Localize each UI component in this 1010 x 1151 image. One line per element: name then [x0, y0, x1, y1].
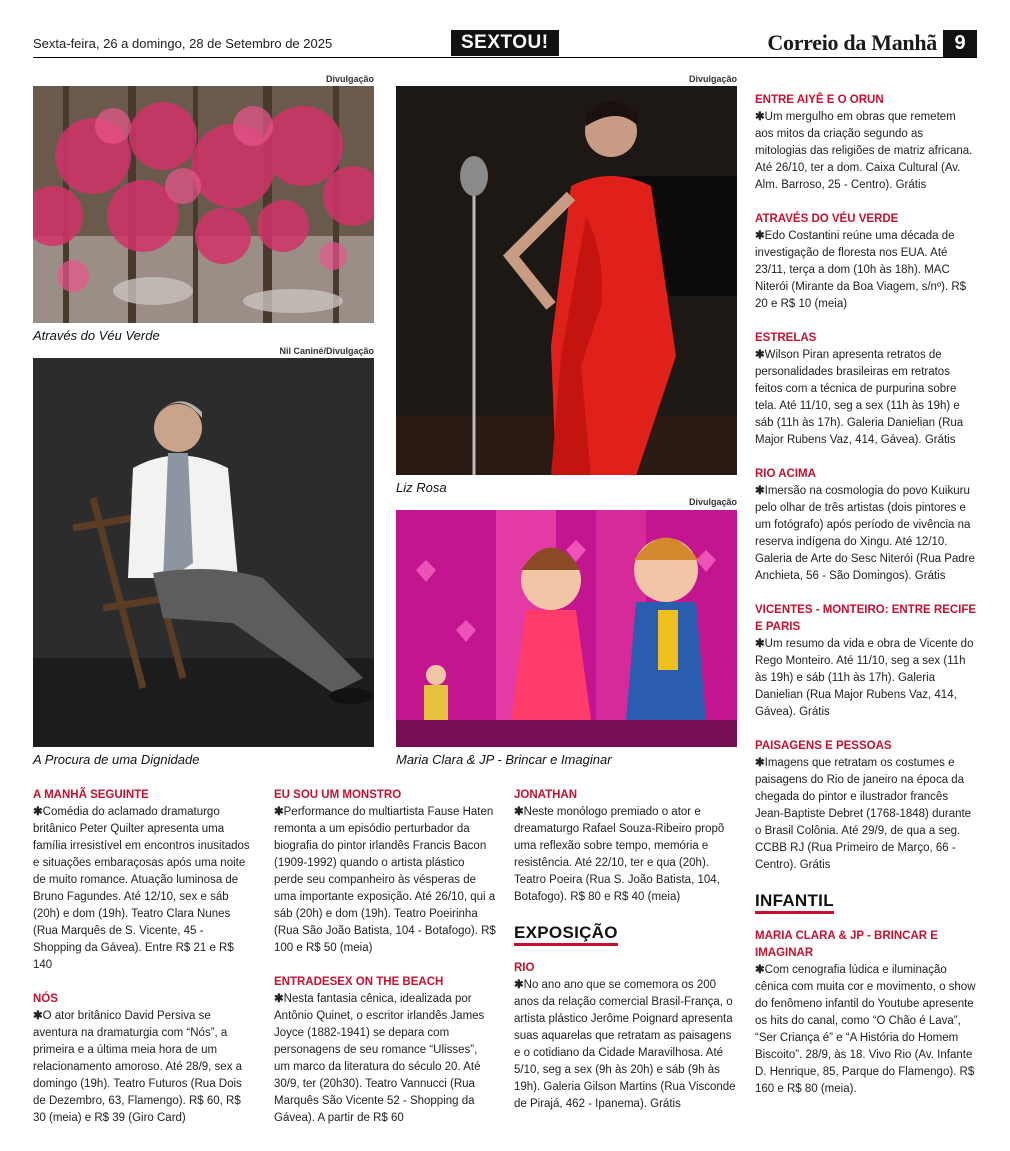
listing-title: ENTRADESEX ON THE BEACH [274, 976, 444, 988]
issue-date: Sexta-feira, 26 a domingo, 28 de Setembro de 2025 [33, 36, 333, 51]
listings-column-1 [33, 787, 255, 1144]
kids-show-photo [396, 510, 737, 747]
photo-caption: Através do Véu Verde [33, 328, 160, 343]
listing-title: ESTRELAS [755, 332, 817, 344]
listing-title: A MANHÃ SEGUINTE [33, 789, 149, 801]
photo-credit: Divulgação [688, 497, 737, 507]
page-header [33, 30, 977, 58]
listing-text: Wilson Piran apresenta retratos de personalidades brasileiras em retratos feitos com a técnica de purpurina sobre tela. Até 11/10, seg a sex (11h às 19h) e sáb (11h às 17h). Galeria Danielian (Rua Major Rubens Vaz, 414, Gávea). Grátis [755, 349, 964, 446]
page-number: 9 [943, 30, 977, 57]
listing-item: PAISAGENS E PESSOAS ✱Imagens que retratam os costumes e paisagens do Rio de janeiro na época da chegada do pintor e ilustrador francês Jean-Baptiste Debret (1768-1848) durante o Brasil Colônia. Até 29/9, de qua a seg. CCBB RJ (Rua Primeiro de Março, 66 - Centro). Grátis [755, 738, 977, 874]
photo-caption: A Procura de uma Dignidade [33, 752, 200, 767]
listings-column-3 [514, 787, 736, 1130]
listing-text: Comédia do aclamado dramaturgo britânico Peter Quilter apresenta uma família irresistível em encontros inusitados e situações embaraçosas após uma noite de muito romance. Atuação luminosa de Bruno Fagundes. Até 12/10, sex e sáb (20h) e dom (19h). Teatro Clara Nunes (Rua Marquês de S. Vicente, 45 - Shopping da Gávea). Entre R$ 21 e R$ 140 [33, 806, 250, 971]
listing-title: RIO ACIMA [755, 468, 816, 480]
listing-item: VICENTES - MONTEIRO: ENTRE RECIFE E PARIS ✱Um resumo da vida e obra de Vicente do Rego Monteiro. Até 11/10, seg a sex (11h às 19h) e sáb (11h às 17h). Galeria Danielian (Rua Major Rubens Vaz, 414, Gávea). Grátis [755, 604, 977, 718]
listing-title: ENTRE AIYÊ E O ORUN [755, 94, 884, 106]
newspaper-name: Correio da Manhã [767, 30, 937, 55]
listing-item: MARIA CLARA & JP - BRINCAR E IMAGINAR ✱Com cenografia lúdica e iluminação cênica com muita cor e movimento, o show do fenômeno infantil do Youtube apresente os hits do canal, como “O Chão é Lava”, “Ser Criança é” e “A História do Homem Biscoito”. 28/9, às 18. Vivo Rio (Av. Infante D. Henrique, 85, Parque do Flamengo). R$ 160 e R$ 80 (meia). [755, 930, 976, 1095]
listing-item: ENTRADESEX ON THE BEACH ✱Nesta fantasia cênica, idealizada por Antônio Quinet, o escritor irlandês James Joyce (1882-1941) se depara com personagens de seu romance “Ulisses”, um marco da literatura do século 20. Até 30/9, ter (20h30). Teatro Vannucci (Rua Marquês São Vicente 52 - Shopping da Gávea). A partir de R$ 60 [274, 974, 496, 1127]
listing-text: Edo Costantini reúne uma década de investigação de floresta nos EUA. Até 23/11, terça a dom (10h às 18h). MAC Niterói (Mirante da Boa Viagem, s/nº). R$ 20 e R$ 10 (meia) [755, 230, 967, 310]
photo-credit: Divulgação [688, 74, 737, 84]
listing-title: ATRAVÉS DO VÉU VERDE [755, 213, 899, 225]
photo-caption: Maria Clara & JP - Brincar e Imaginar [396, 752, 612, 767]
listing-title: PAISAGENS E PESSOAS [755, 740, 892, 752]
listings-column-4 [755, 92, 977, 1115]
photo-credit: Divulgação [325, 74, 374, 84]
listing-text: O ator britânico David Persiva se aventura na dramaturgia com “Nós”, a primeira e a última meia hora de um relacionamento amoroso. Até 28/9, sex a domingo (19h). Teatro Futuros (Rua Dois de Dezembro, 63, Flamengo). R$ 60, R$ 30 (meia) e R$ 39 (Giro Card) [33, 1010, 243, 1124]
singer-photo [396, 86, 737, 475]
listing-text: Nesta fantasia cênica, idealizada por Antônio Quinet, o escritor irlandês James Joyce (1882-1941) se depara com personagens de seu romance “Ulisses”, um marco da literatura do século 20. Até 30/9, ter (20h30). Teatro Vannucci (Rua Marquês São Vicente 52 - Shopping da Gávea). A partir de R$ 60 [274, 993, 485, 1124]
section-heading-infantil: INFANTIL [755, 891, 834, 914]
listing-title: RIO [514, 962, 535, 974]
section-kicker: SEXTOU! [451, 30, 559, 56]
section-heading-exposicao: EXPOSIÇÃO [514, 923, 618, 946]
listing-text: Um resumo da vida e obra de Vicente do Rego Monteiro. Até 11/10, seg a sex (11h às 19h) e sáb (11h às 17h). Galeria Danielian (Rua Major Rubens Vaz, 414, Gávea). Grátis [755, 638, 974, 718]
forest-photo [33, 86, 374, 323]
listing-title: EU SOU UM MONSTRO [274, 789, 402, 801]
listing-title: JONATHAN [514, 789, 578, 801]
listing-text: Neste monólogo premiado o ator e dreamaturgo Rafael Souza-Ribeiro propõ uma reflexão sobre tempo, memória e resistência. Até 22/10, ter e qua (20h). Teatro Poeira (Rua S. João Batista, 104, Botafogo). R$ 80 e R$ 40 (meia) [514, 806, 725, 903]
listing-title: MARIA CLARA & JP - BRINCAR E IMAGINAR [755, 930, 938, 959]
photo-caption: Liz Rosa [396, 480, 447, 495]
listing-title: NÓS [33, 993, 58, 1005]
listing-item: NÓS ✱O ator britânico David Persiva se aventura na dramaturgia com “Nós”, a primeira e a última meia hora de um relacionamento amoroso. Até 28/9, sex a domingo (19h). Teatro Futuros (Rua Dois de Dezembro, 63, Flamengo). R$ 60, R$ 30 (meia) e R$ 39 (Giro Card) [33, 991, 255, 1127]
listings-column-2 [274, 787, 496, 1144]
actress-photo [33, 358, 374, 747]
listing-item: EU SOU UM MONSTRO ✱Performance do multiartista Fause Haten remonta a um episódio perturbador da biografia do pintor irlandês Francis Bacon (1909-1992) quando o artista plástico perde seu companheiro às vésperas de uma importante exposição. Até 26/10, qui a sáb (20h) e dom (19h). Teatro Poeirinha (Rua São João Batista, 104 - Botafogo). R$ 100 e R$ 50 (meia) [274, 789, 496, 954]
listing-item: ATRAVÉS DO VÉU VERDE ✱Edo Costantini reúne uma década de investigação de floresta nos EUA. Até 23/11, terça a dom (10h às 18h). MAC Niterói (Mirante da Boa Viagem, s/nº). R$ 20 e R$ 10 (meia) [755, 211, 977, 313]
listing-item: RIO ACIMA ✱Imersão na cosmologia do povo Kuikuru pelo olhar de três artistas (dois pintores e um fotógrafo) após período de vivência na reserva indígena do Xingu. Até 12/10. Galeria de Arte do Sesc Niterói (Rua Padre Anchieta, 56 - São Domingos). Grátis [755, 466, 977, 585]
photo-credit: Nil Caniné/Divulgação [279, 346, 374, 356]
listing-text: Imersão na cosmologia do povo Kuikuru pelo olhar de três artistas (dois pintores e um fotógrafo) após período de vivência na reserva indígena do Xingu. Até 12/10. Galeria de Arte do Sesc Niterói (Rua Padre Anchieta, 56 - São Domingos). Grátis [755, 485, 975, 582]
listing-text: Imagens que retratam os costumes e paisagens do Rio de janeiro na época da chegada do pintor e ilustrador francês Jean-Baptiste Debret (1768-1848) durante o Brasil Colônia. Até 29/9, de qua a seg. CCBB RJ (Rua Primeiro de Março, 66 - Centro). Grátis [755, 757, 972, 871]
listing-text: Performance do multiartista Fause Haten remonta a um episódio perturbador da biografia do pintor irlandês Francis Bacon (1909-1992) quando o artista plástico perde seu companheiro às vésperas de uma importante exposição. Até 26/10, qui a sáb (20h) e dom (19h). Teatro Poeirinha (Rua São João Batista, 104 - Botafogo). R$ 100 e R$ 50 (meia) [274, 806, 496, 954]
listing-text: Com cenografia lúdica e iluminação cênica com muita cor e movimento, o show do fenômeno infantil do Youtube apresente os hits do canal, como “O Chão é Lava”, “Ser Criança é” e “A História do Homem Biscoito”. 28/9, às 18. Vivo Rio (Av. Infante D. Henrique, 85, Parque do Flamengo). R$ 160 e R$ 80 (meia). [755, 964, 976, 1095]
listing-text: Um mergulho em obras que remetem aos mitos da criação segundo as mitologias das religiões de matriz africana. Até 26/10, ter a dom. Caixa Cultural (Av. Alm. Barroso, 25 - Centro). Grátis [755, 111, 973, 191]
listing-item: RIO ✱No ano ano que se comemora os 200 anos da relação comercial Brasil-França, o artista plástico Jerôme Poignard apresenta suas aquarelas que retratam as paisagens e o cotidiano da Cidade Maravilhosa. Até 5/10, seg a sex (9h às 20h) e sáb (9h às 19h). Galeria Gilson Martins (Rua Visconde de Pirajá, 462 - Ipanema). Grátis [514, 962, 736, 1110]
listing-title: VICENTES - MONTEIRO: ENTRE RECIFE E PARIS [755, 604, 977, 633]
listing-item: ESTRELAS ✱Wilson Piran apresenta retratos de personalidades brasileiras em retratos feitos com a técnica de purpurina sobre tela. Até 11/10, seg a sex (11h às 19h) e sáb (11h às 17h). Galeria Danielian (Rua Major Rubens Vaz, 414, Gávea). Grátis [755, 330, 977, 449]
listing-item: ENTRE AIYÊ E O ORUN ✱Um mergulho em obras que remetem aos mitos da criação segundo as mitologias das religiões de matriz africana. Até 26/10, ter a dom. Caixa Cultural (Av. Alm. Barroso, 25 - Centro). Grátis [755, 92, 977, 194]
listing-item: A MANHÃ SEGUINTE ✱Comédia do aclamado dramaturgo britânico Peter Quilter apresenta uma família irresistível em encontros inusitados e situações embaraçosas após uma noite de muito romance. Atuação luminosa de Bruno Fagundes. Até 12/10, sex e sáb (20h) e dom (19h). Teatro Clara Nunes (Rua Marquês de S. Vicente, 45 - Shopping da Gávea). Entre R$ 21 e R$ 140 [33, 787, 255, 974]
listing-item: JONATHAN ✱Neste monólogo premiado o ator e dreamaturgo Rafael Souza-Ribeiro propõ uma reflexão sobre tempo, memória e resistência. Até 22/10, ter e qua (20h). Teatro Poeira (Rua S. João Batista, 104, Botafogo). R$ 80 e R$ 40 (meia) [514, 787, 736, 906]
listing-text: No ano ano que se comemora os 200 anos da relação comercial Brasil-França, o artista plástico Jerôme Poignard apresenta suas aquarelas que retratam as paisagens e o cotidiano da Cidade Maravilhosa. Até 5/10, seg a sex (9h às 20h) e sáb (9h às 19h). Galeria Gilson Martins (Rua Visconde de Pirajá, 462 - Ipanema). Grátis [514, 979, 736, 1110]
